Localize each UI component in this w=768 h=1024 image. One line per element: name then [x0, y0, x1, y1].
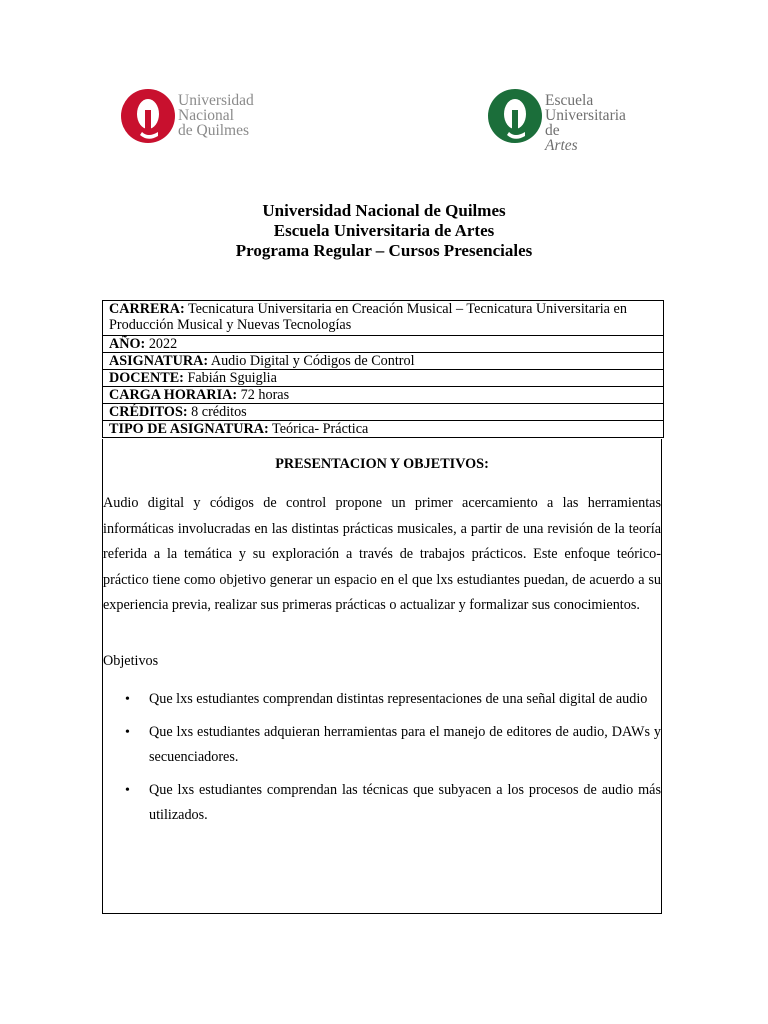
anio-value: 2022 [145, 336, 178, 352]
unq-logo-text: Universidad Nacional de Quilmes [178, 92, 254, 139]
bullet-icon: • [125, 783, 130, 798]
carrera-label: CARRERA: [109, 301, 185, 317]
title-university: Universidad Nacional de Quilmes [262, 201, 506, 220]
row-creditos [103, 404, 664, 421]
unq-logo-mark [120, 88, 176, 144]
title-program: Programa Regular – Cursos Presenciales [235, 241, 533, 260]
document-titles [0, 201, 768, 261]
presentacion-section [102, 439, 662, 914]
objetivos-list [103, 687, 661, 836]
list-item [103, 687, 661, 712]
list-item [103, 778, 661, 828]
row-carrera [103, 301, 664, 336]
row-tipo [103, 421, 664, 438]
row-asignatura [103, 353, 664, 370]
objetivo-text: Que lxs estudiantes adquieran herramientas para el manejo de editores de audio, DAWs y secuenciadores. [149, 724, 661, 765]
eua-logo-mark [487, 88, 543, 144]
course-info-table [102, 300, 664, 438]
list-item [103, 720, 661, 770]
row-docente [103, 370, 664, 387]
presentacion-paragraph: Audio digital y códigos de control propone un primer acercamiento a las herramientas informáticas involucradas en las distintas prácticas musicales, a partir de una revisión de la teoría referida a la temática y su exploración a través de trabajos prácticos. Este enfoque teórico-práctico tiene como objetivo generar un espacio en el que lxs estudiantes puedan, de acuerdo a su experiencia previa, realizar sus primeras prácticas o actualizar y formalizar sus conocimientos. [103, 495, 661, 613]
docente-value: Fabián Sguiglia [183, 370, 277, 386]
objetivos-label: Objetivos [103, 653, 159, 669]
carrera-value: Tecnicatura Universitaria en Creación Musical – Tecnicatura Universitaria en Producción Musical y Nuevas Tecnologías [109, 301, 627, 333]
carga-value: 72 horas [237, 387, 290, 403]
objetivo-text: Que lxs estudiantes comprendan las técnicas que subyacen a los procesos de audio más utilizados. [149, 782, 661, 823]
anio-label: AÑO: [109, 336, 146, 352]
creditos-value: 8 créditos [187, 404, 247, 420]
asignatura-label: ASIGNATURA: [109, 353, 209, 369]
section-title: PRESENTACION Y OBJETIVOS: [275, 456, 489, 472]
eua-logo-text: Escuela Universitaria de Artes [545, 92, 626, 154]
title-school: Escuela Universitaria de Artes [273, 221, 495, 240]
bullet-icon: • [125, 692, 130, 707]
tipo-label: TIPO DE ASIGNATURA: [109, 421, 269, 437]
bullet-icon: • [125, 725, 130, 740]
tipo-value: Teórica- Práctica [268, 421, 369, 437]
row-anio [103, 336, 664, 353]
objetivo-text: Que lxs estudiantes comprendan distintas representaciones de una señal digital de audio [149, 691, 648, 707]
docente-label: DOCENTE: [109, 370, 184, 386]
row-carga-horaria [103, 387, 664, 404]
asignatura-value: Audio Digital y Códigos de Control [208, 353, 415, 369]
carga-label: CARGA HORARIA: [109, 387, 238, 403]
creditos-label: CRÉDITOS: [109, 404, 188, 420]
